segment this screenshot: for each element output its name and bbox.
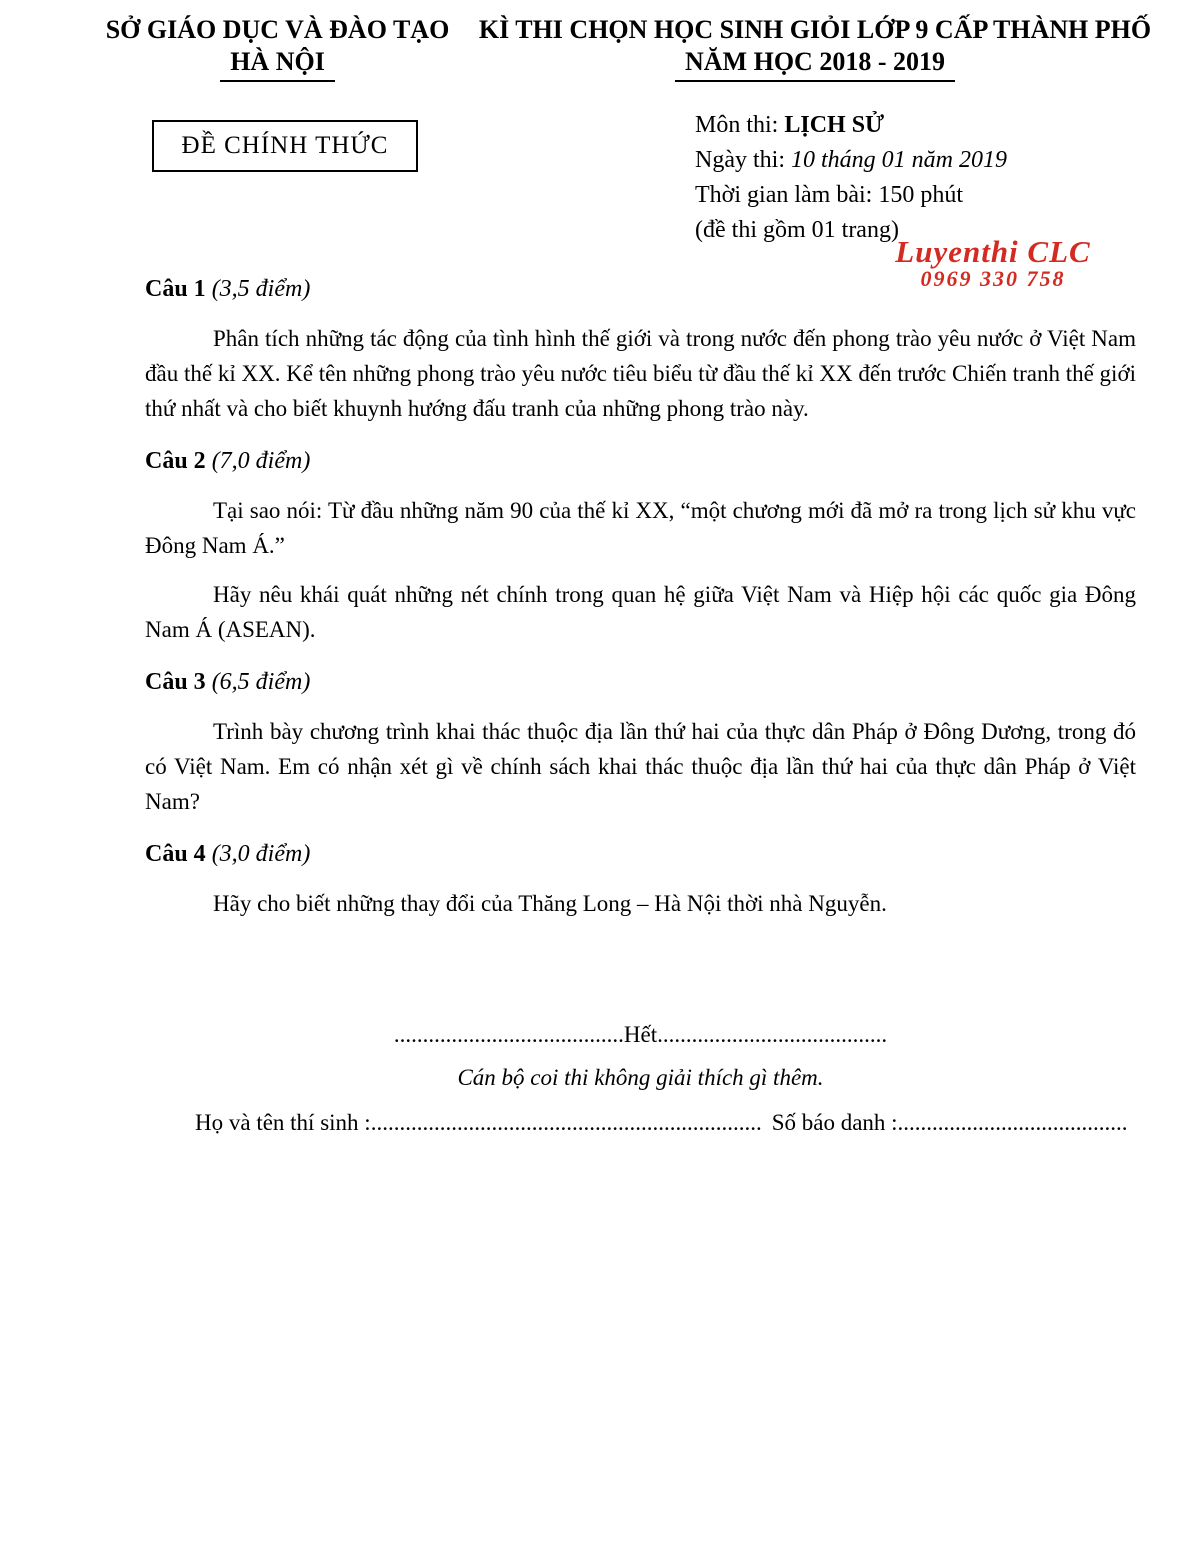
question-3: [145, 665, 1136, 819]
question-4-number: Câu 4: [145, 841, 206, 867]
question-2-heading: [145, 444, 1136, 479]
question-4-points: (3,0 điểm): [211, 841, 311, 867]
end-of-exam-line: ........................................Hết........................................: [393, 1022, 888, 1047]
question-3-number: Câu 3: [145, 669, 206, 695]
question-4-text: Hãy cho biết những thay đổi của Thăng Long – Hà Nội thời nhà Nguyễn.: [213, 891, 887, 916]
exam-subject-line: [695, 108, 1007, 143]
date-value: 10 tháng 01 năm 2019: [791, 147, 1007, 173]
exam-title: KÌ THI CHỌN HỌC SINH GIỎI LỚP 9 CẤP THÀNH PHỐ: [478, 15, 1152, 44]
exam-date-line: [695, 143, 1007, 178]
question-4-heading: [145, 837, 1136, 872]
question-2-points: (7,0 điểm): [211, 448, 311, 474]
issuing-authority-block: [85, 14, 470, 82]
question-2: [145, 444, 1136, 647]
question-1-text: Phân tích những tác động của tình hình thế giới và trong nước đến phong trào yêu nước ở Việt Nam đầu thế kỉ XX. Kể tên những phong trào yêu nước tiêu biểu từ đầu thế kỉ XX đến trước Chiến tranh thế giới thứ nhất và cho biết khuynh hướng đấu tranh của những phong trào này.: [145, 326, 1136, 421]
question-3-text: Trình bày chương trình khai thác thuộc địa lần thứ hai của thực dân Pháp ở Đông Dương, trong đó có Việt Nam. Em có nhận xét gì về chính sách khai thác thuộc địa lần thứ hai của thực dân Pháp ở Việt Nam?: [145, 719, 1136, 814]
proctor-note: Cán bộ coi thi không giải thích gì thêm.: [457, 1065, 824, 1090]
candidate-name-dotted-field: ....................................................................: [370, 1110, 762, 1135]
luyenthi-clc-watermark: [868, 236, 1118, 290]
official-exam-box: ĐỀ CHÍNH THỨC: [152, 120, 418, 172]
document-header: [0, 0, 1200, 82]
candidate-name-label: Họ và tên thí sinh :: [195, 1110, 371, 1135]
exam-title-block: [470, 14, 1160, 82]
candidate-id-dotted-field: ........................................: [897, 1110, 1128, 1135]
candidate-info-line: [145, 1105, 1136, 1140]
question-1-points: (3,5 điểm): [211, 276, 311, 302]
subject-label: Môn thi:: [695, 112, 785, 138]
question-4: [145, 837, 1136, 921]
question-2-text-b: Hãy nêu khái quát những nét chính trong quan hệ giữa Việt Nam và Hiệp hội các quốc gia Đông Nam Á (ASEAN).: [145, 582, 1136, 642]
question-1-number: Câu 1: [145, 276, 206, 302]
watermark-phone-number: 0969 330 758: [920, 266, 1066, 291]
exam-pages-line: (đề thi gồm 01 trang): [695, 217, 899, 243]
authority-name: SỞ GIÁO DỤC VÀ ĐÀO TẠO: [105, 15, 450, 44]
question-3-points: (6,5 điểm): [211, 669, 311, 695]
watermark-brand-text: Luyenthi CLC: [895, 234, 1091, 269]
exam-duration-line: Thời gian làm bài: 150 phút: [695, 182, 963, 208]
exam-meta-row: [0, 82, 1200, 242]
question-1: [145, 272, 1136, 426]
question-3-heading: [145, 665, 1136, 700]
candidate-id-label: Số báo danh :: [771, 1110, 898, 1135]
date-label: Ngày thi:: [695, 147, 791, 173]
questions-section: [145, 272, 1136, 921]
subject-value: LỊCH SỬ: [784, 112, 885, 138]
school-year: NĂM HỌC 2018 - 2019: [675, 46, 955, 82]
authority-city: HÀ NỘI: [220, 46, 335, 82]
exam-info-block: [695, 108, 1007, 248]
question-2-number: Câu 2: [145, 448, 206, 474]
document-footer: [145, 1017, 1136, 1140]
question-2-text-a: Tại sao nói: Từ đầu những năm 90 của thế kỉ XX, “một chương mới đã mở ra trong lịch sử khu vực Đông Nam Á.”: [145, 498, 1136, 558]
